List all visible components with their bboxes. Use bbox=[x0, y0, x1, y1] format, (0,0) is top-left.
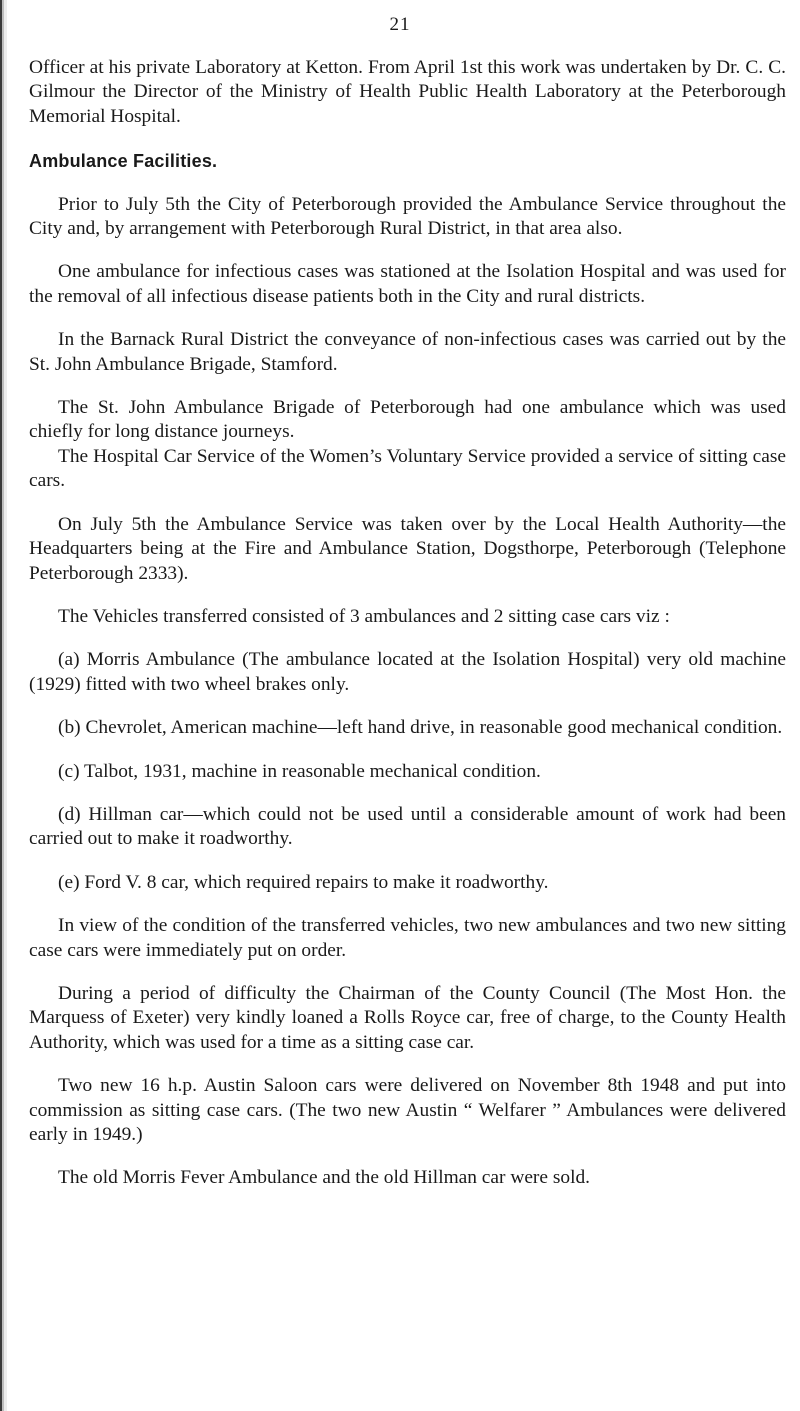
paragraph: Prior to July 5th the City of Peterborough provided the Ambulance Service throughout the City and, by arrangement with Peterborough Rural District, in that area also. bbox=[29, 193, 786, 240]
list-item-d: (d) Hillman car—which could not be used until a considerable amount of work had been carried out to make it roadworthy. bbox=[29, 803, 786, 850]
paragraph: In view of the condition of the transferred vehicles, two new ambulances and two new sitting case cars were immediately put on order. bbox=[29, 915, 786, 961]
paragraph: One ambulance for infectious cases was stationed at the Isolation Hospital and was used for the removal of all infectious disease patients both in the City and rural districts. bbox=[29, 261, 786, 307]
paragraph: The old Morris Fever Ambulance and the old Hillman car were sold. bbox=[58, 1167, 591, 1189]
paragraph: The Vehicles transferred consisted of 3 ambulances and 2 sitting case cars viz : bbox=[58, 605, 670, 627]
paragraph: The St. John Ambulance Brigade of Peterborough had one ambulance which was used chiefly for long distance journeys. bbox=[29, 397, 786, 443]
list-item-c: (c) Talbot, 1931, machine in reasonable mechanical condition. bbox=[58, 760, 541, 782]
document-body bbox=[29, 56, 786, 1191]
section-heading: Ambulance Facilities. bbox=[29, 151, 218, 172]
page-binding-edge bbox=[0, 0, 7, 1411]
intro-paragraph: Officer at his private Laboratory at Ketton. From April 1st this work was undertaken by Dr. C. C. Gilmour the Director of the Ministry of Health Public Health Laboratory at the Peterborough Memorial Hospital. bbox=[29, 57, 786, 127]
paragraph: During a period of difficulty the Chairman of the County Council (The Most Hon. the Marquess of Exeter) very kindly loaned a Rolls Royce car, free of charge, to the County Health Authority, which was used for a time as a sitting case car. bbox=[29, 982, 786, 1053]
paragraph: Two new 16 h.p. Austin Saloon cars were delivered on November 8th 1948 and put into commission as sitting case cars. (The two new Austin “ Welfarer ” Ambulances were delivered early in 1949.) bbox=[29, 1075, 786, 1145]
paragraph: In the Barnack Rural District the conveyance of non-infectious cases was carried out by the St. John Ambulance Brigade, Stamford. bbox=[29, 329, 786, 375]
page-number: 21 bbox=[389, 14, 411, 35]
paragraph: On July 5th the Ambulance Service was taken over by the Local Health Authority—the Headquarters being at the Fire and Ambulance Station, Dogsthorpe, Peterborough (Telephone Peterborough 2333). bbox=[29, 513, 786, 584]
list-item-b: (b) Chevrolet, American machine—left hand drive, in reasonable good mechanical condition. bbox=[58, 717, 783, 739]
list-item-a: (a) Morris Ambulance (The ambulance located at the Isolation Hospital) very old machine (1929) fitted with two wheel brakes only. bbox=[29, 649, 786, 695]
list-item-e: (e) Ford V. 8 car, which required repairs to make it roadworthy. bbox=[58, 871, 549, 893]
paragraph: The Hospital Car Service of the Women’s Voluntary Service provided a service of sitting case cars. bbox=[29, 445, 786, 492]
